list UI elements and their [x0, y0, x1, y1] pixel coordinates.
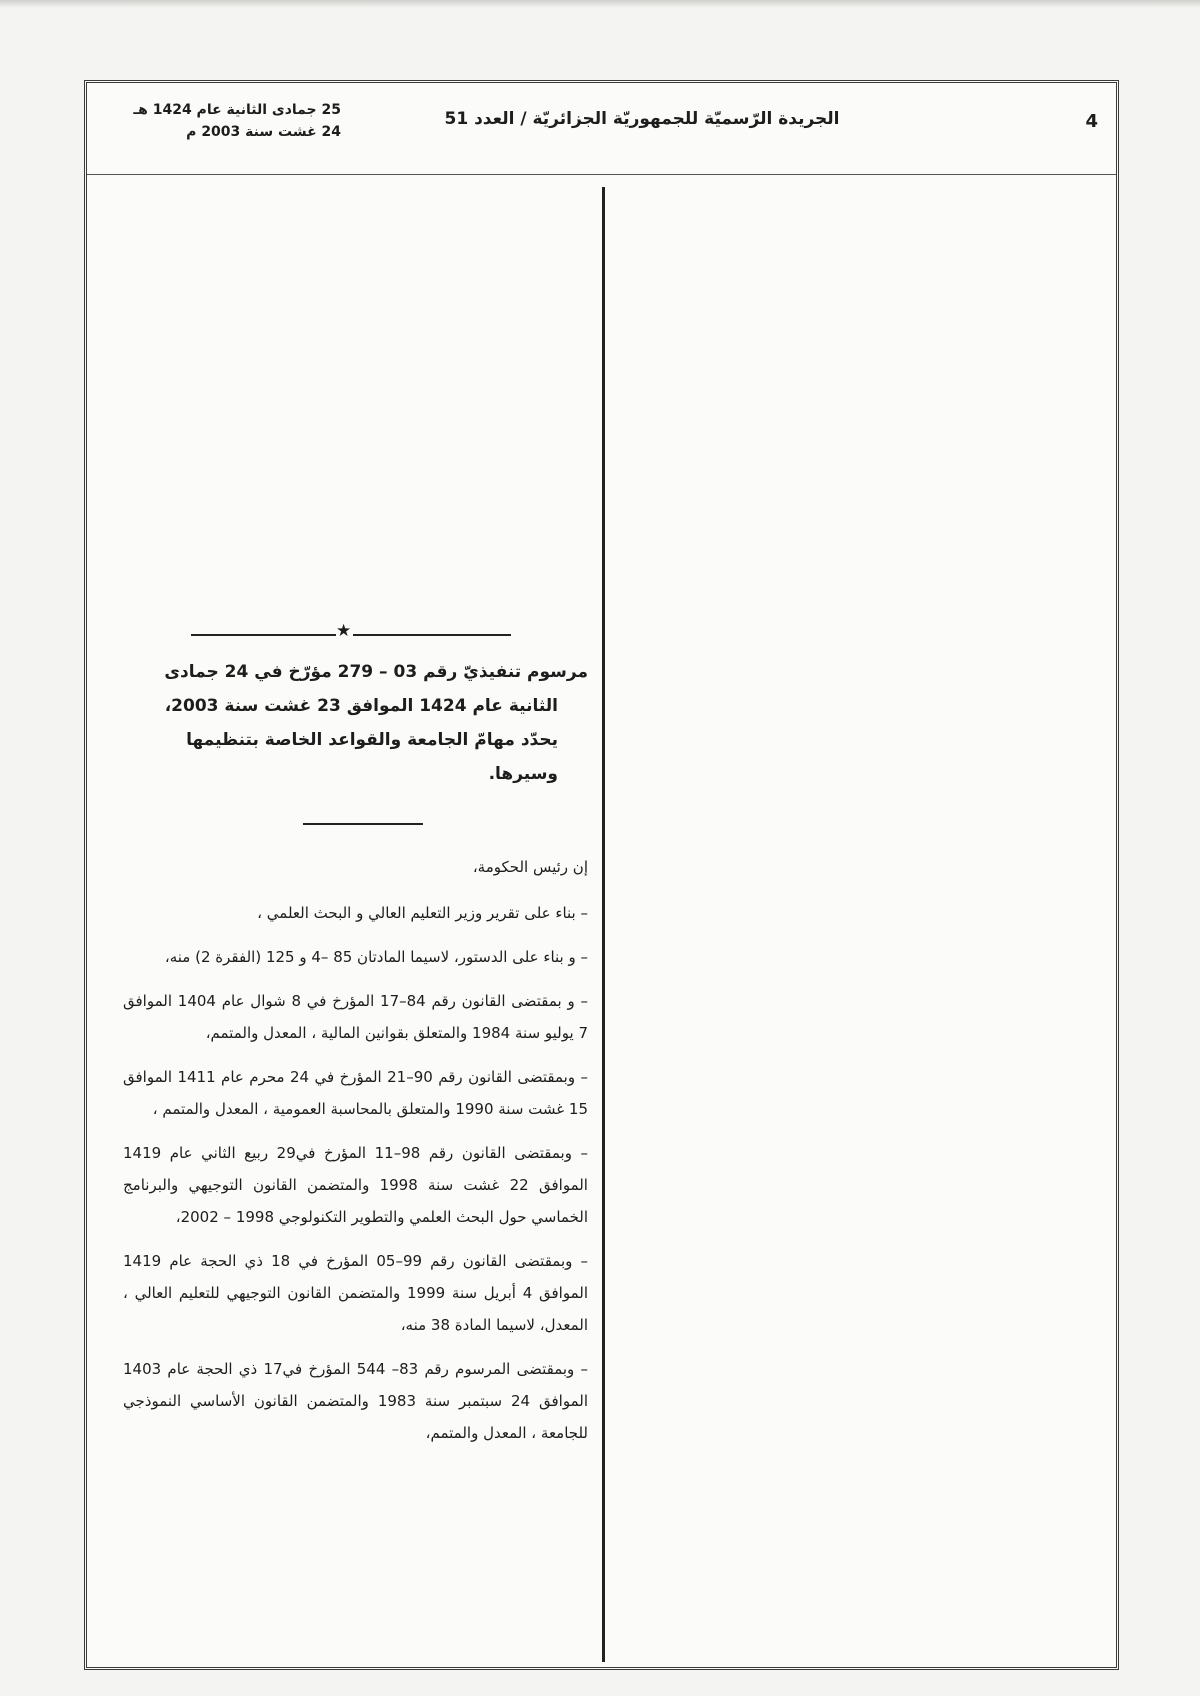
visa-paragraph: – بناء على تقرير وزير التعليم العالي و البحث العلمي ، — [257, 904, 588, 922]
visa-paragraph: – وبمقتضى القانون رقم 99–05 المؤرخ في 18 ذي الحجة عام 1419 الموافق 4 أبريل سنة 1999 والمتضمن القانون التوجيهي للتعليم العالي ، المعدل، لاسيما المادة 38 منه، — [123, 1252, 588, 1334]
column-divider — [602, 187, 605, 1662]
scan-edge — [0, 0, 1200, 8]
right-column-blank — [617, 187, 1107, 1662]
left-column — [123, 183, 588, 1668]
title-divider — [303, 823, 423, 825]
visa-paragraph: – وبمقتضى المرسوم رقم 83– 544 المؤرخ في17 ذي الحجة عام 1403 الموافق 24 سبتمبر سنة 1983 والمتضمن القانون الأساسي النموذجي للجامعة ، المعدل والمتمم، — [123, 1360, 589, 1442]
decree-title-line: وسيرها. — [488, 764, 558, 784]
issue-date — [101, 99, 341, 143]
issue-date-gregorian: 24 غشت سنة 2003 م — [186, 124, 341, 140]
gazette-page — [84, 80, 1119, 1670]
issue-date-hijri: 25 جمادى الثانية عام 1424 هـ — [133, 102, 341, 118]
decree-title — [123, 655, 588, 791]
journal-title: الجريدة الرّسميّة للجمهوريّة الجزائريّة / العدد 51 — [444, 109, 840, 129]
intro-line: إن رئيس الحكومة، — [472, 858, 588, 876]
visa-paragraph: – وبمقتضى القانون رقم 90–21 المؤرخ في 24 محرم عام 1411 الموافق 15 غشت سنة 1990 والمتعلق بالمحاسبة العمومية ، المعدل والمتمم ، — [123, 1068, 588, 1118]
visa-paragraph: – و بمقتضى القانون رقم 84–17 المؤرخ في 8 شوال عام 1404 الموافق 7 يوليو سنة 1984 والمتعلق بقوانين المالية ، المعدل والمتمم، — [123, 992, 588, 1042]
page-header — [87, 83, 1116, 175]
page-number: 4 — [1085, 111, 1098, 132]
visa-paragraph: – و بناء على الدستور، لاسيما المادتان 85 –4 و 125 (الفقرة 2) منه، — [164, 948, 588, 966]
decree-title-line: الثانية عام 1424 الموافق 23 غشت سنة 2003، — [164, 696, 558, 716]
decree-title-line: يحدّد مهامّ الجامعة والقواعد الخاصة بتنظيمها — [186, 730, 558, 750]
star-icon: ★ — [336, 621, 352, 641]
visa-paragraph: – وبمقتضى القانون رقم 98–11 المؤرخ في29 ربيع الثاني عام 1419 الموافق 22 غشت سنة 1998 والمتضمن القانون التوجيهي والبرنامج الخماسي حول البحث العلمي والتطوير التكنولوجي 1998 – 2002، — [123, 1144, 588, 1226]
decree-title-line: مرسوم تنفيذيّ رقم 03 – 279 مؤرّخ في 24 جمادى — [164, 662, 588, 682]
star-divider — [191, 623, 551, 643]
decree-body — [123, 851, 588, 1461]
